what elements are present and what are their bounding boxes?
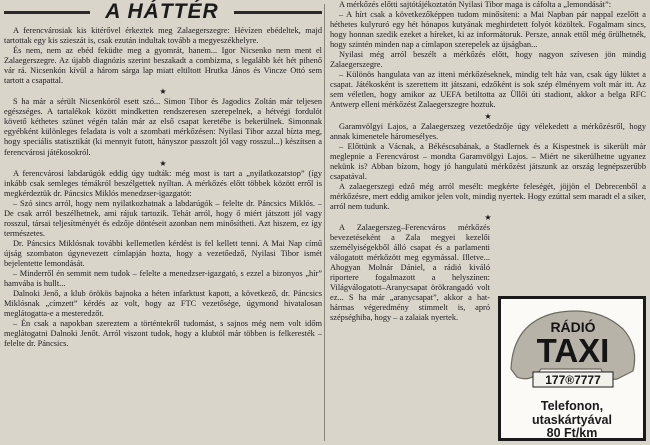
paragraph: S ha már a sérült Nicsenkóról esett szó... Simon Tibor és Jagodics Zoltán már teljesen egészséges. A tartalékok között mindketten rendszeresen szerepelnek, a hétvégi fordulót követő kéthetes szünet végén talán már az első csapat keretébe is bekerülnek. Simonnak egyébként különleges feladata is volt a szombati mérkőzésen: Nyilasi Tibor azzal bízta meg, hogy speciális statisztikát (ki mennyit futott, hányszor passzolt jól vagy rosszul...) készítsen a ferencvárosi játékosokról. [4,97,322,157]
left-column [4,0,322,445]
radio-taxi-ad [498,296,646,441]
star-separator: ★ [159,87,167,97]
column-divider [324,4,325,441]
paragraph: – Minderről én semmit nem tudok – felelte a menedzser-igazgató, s ezzel a bizonyos „hír” hamvába is hullt... [4,269,322,289]
taxi-logo-graphic [501,299,643,399]
star-separator: ★ [484,212,492,222]
paragraph: Garamvölgyi Lajos, a Zalaegerszeg vezetőedzője úgy vélekedett a mérkőzésről, hogy annak kimenetele háromesélyes. [330,121,646,141]
star-separator: ★ [484,111,492,121]
headline-bar [4,0,322,24]
paragraph: Nyilasi még arról beszélt a mérkőzés előtt, hogy nagyon szívesen jön mindig Zalaegerszegre. [330,50,646,70]
ad-line-telefonon: Telefonon, [540,399,604,413]
paragraph: – Szó sincs arról, hogy nem nyilatkozhatnak a labdarúgók – felelte dr. Páncsics Miklós. – De csak arról beszélhetnek, ami rájuk tartozik. Tehát arról, hogy ő miért játszott jól vagy rosszul, társai teljesítményét és edzője döntéseit azonban nem minősítheti. Azt hiszem, ez így természetes. [4,198,322,238]
paragraph: És nem, nem az ebéd feküdte meg a gyomrát, hanem... Igor Nicsenko nem ment el Zalaegerszegre. Az újabb diagnózis szerint beszakadt a combizma, s legalább két hét pihenő vár rá. Nicsenkón kívül a három sárga lap miatt eltiltott Hrutka János és Vincze Ottó sem tartott a csapattal. [4,46,322,86]
headline-rule-left [4,11,90,14]
paragraph: – A hírt csak a következőképpen tudom minősíteni: a Mai Napban pár nappal ezelőtt a héthetes kulyruró egy hét hónapos kutyának meghirdetett folyót közöltek. Fogalmam sincs, hogy honnan szedik ezeket a híreket, ki az informátoruk. Persze, annak ettől még őrülhetnék, hogy szintén minden nap a címlapon szerepelek az újságban... [330,10,646,50]
ad-line-price: 80 Ft/km [546,426,598,440]
star-separator: ★ [159,158,167,168]
headline-rule-right [234,11,322,14]
paragraph: – Én csak a napokban szereztem a történtekről tudomást, s sajnos még nem volt időm meglátogatni Dalnoki Jenőt. Arról viszont tudok, hogy a klubtól már többen is felkeresték – felelte dr. Páncsics. [4,319,322,349]
paragraph: A Zalaegerszeg–Ferencváros mérkőzés bevezetéseként a Zala megyei kezelői személyiségekből álló csapat és a parlamenti válogatott mérkőzött meg egymással. Illetve... Ahogyan Molnár Dániel, a rádió kiváló riportere fogalmazott a helyszínen: Világválogatott–Aranycsapat örökrangadó volt ez... S ha már „aranycsapat”, akkor a hat-hármas végeredmény stimmelt is, apró szépséghiba, hogy – a zalaiak nyertek. [330,222,490,323]
ad-line-utaskartyaval: utaskártyával [532,413,612,427]
ad-phone-number: 177®7777 [545,373,601,387]
paragraph: – Különös hangulata van az itteni mérkőzéseknek, mindig telt ház van, csak úgy lüktet a csapat. Játékosként is szerettem itt játszani, edzőként is sok szép élményem volt már itt. Az sem véletlen, hogy amikor az UEFA betiltotta az Üllői úti stadiont, akkor a belga RFC Antwerp elleni mérkőzést Zalaegerszegre hoztuk. [330,70,646,110]
paragraph: Dr. Páncsics Miklósnak további kellemetlen kérdést is fel kellett tenni. A Mai Nap című újság szombaton úgynevezett címlapján hozta, hogy a vezetőedző, Nyilasi Tibor ismét bejelentette lemondását. [4,238,322,268]
paragraph: – Előttünk a Vácnak, a Békéscsabának, a Stadlernek és a Kispestnek is sikerült már meglepnie a Ferencvárost – mondta Garamvölgyi Lajos. – Miért ne sikerülhetne ugyanez nekünk is? Abban bízom, hogy jó hangulatú mérkőzést játszunk az ország legnépszerűbb csapatával. [330,141,646,181]
headline: A HÁTTÉR [105,0,219,23]
paragraph: A ferencvárosiak kis kitérővel érkeztek meg Zalaegerszegre: Hévízen ebédeltek, majd tartottak egy kis szieszát is, csak ezután indultak tovább a megyeszékhelyre. [4,26,322,46]
ad-taxi-text: TAXI [536,332,610,369]
paragraph: Dalnoki Jenő, a klub örökös bajnoka a héten infarktust kapott, a következő, dr. Páncsics Miklósnak „címzett” kérdés az volt, hogy az FTC vezetősége, úgymond hivatalosan meglátogatta-e a mesteredzőt. [4,289,322,319]
paragraph: A zalaegerszegi edző még arról mesélt: megkérte feleségét, jöjjön el Debrecenből a mérkőzésre, mert eddig amikor jelen volt, mindig nyertek. Hogy ezúttal sem maradt el a siker, arról nem tudunk. [330,181,646,211]
ad-radio-text: RÁDIÓ [550,319,596,335]
paragraph: A ferencvárosi labdarúgók eddig úgy tudták: még most is tart a „nyilatkozatstop” (így inkább csak semleges témákról beszélgettek nyíltan. A mérkőzés előtt többek között erről is megkérdeztük dr. Páncsics Miklós menedzser-igazgatót: [4,168,322,198]
paragraph: A mérkőzés előtti sajtótájékoztatón Nyilasi Tibor maga is cáfolta a „lemondását”: [339,0,612,9]
